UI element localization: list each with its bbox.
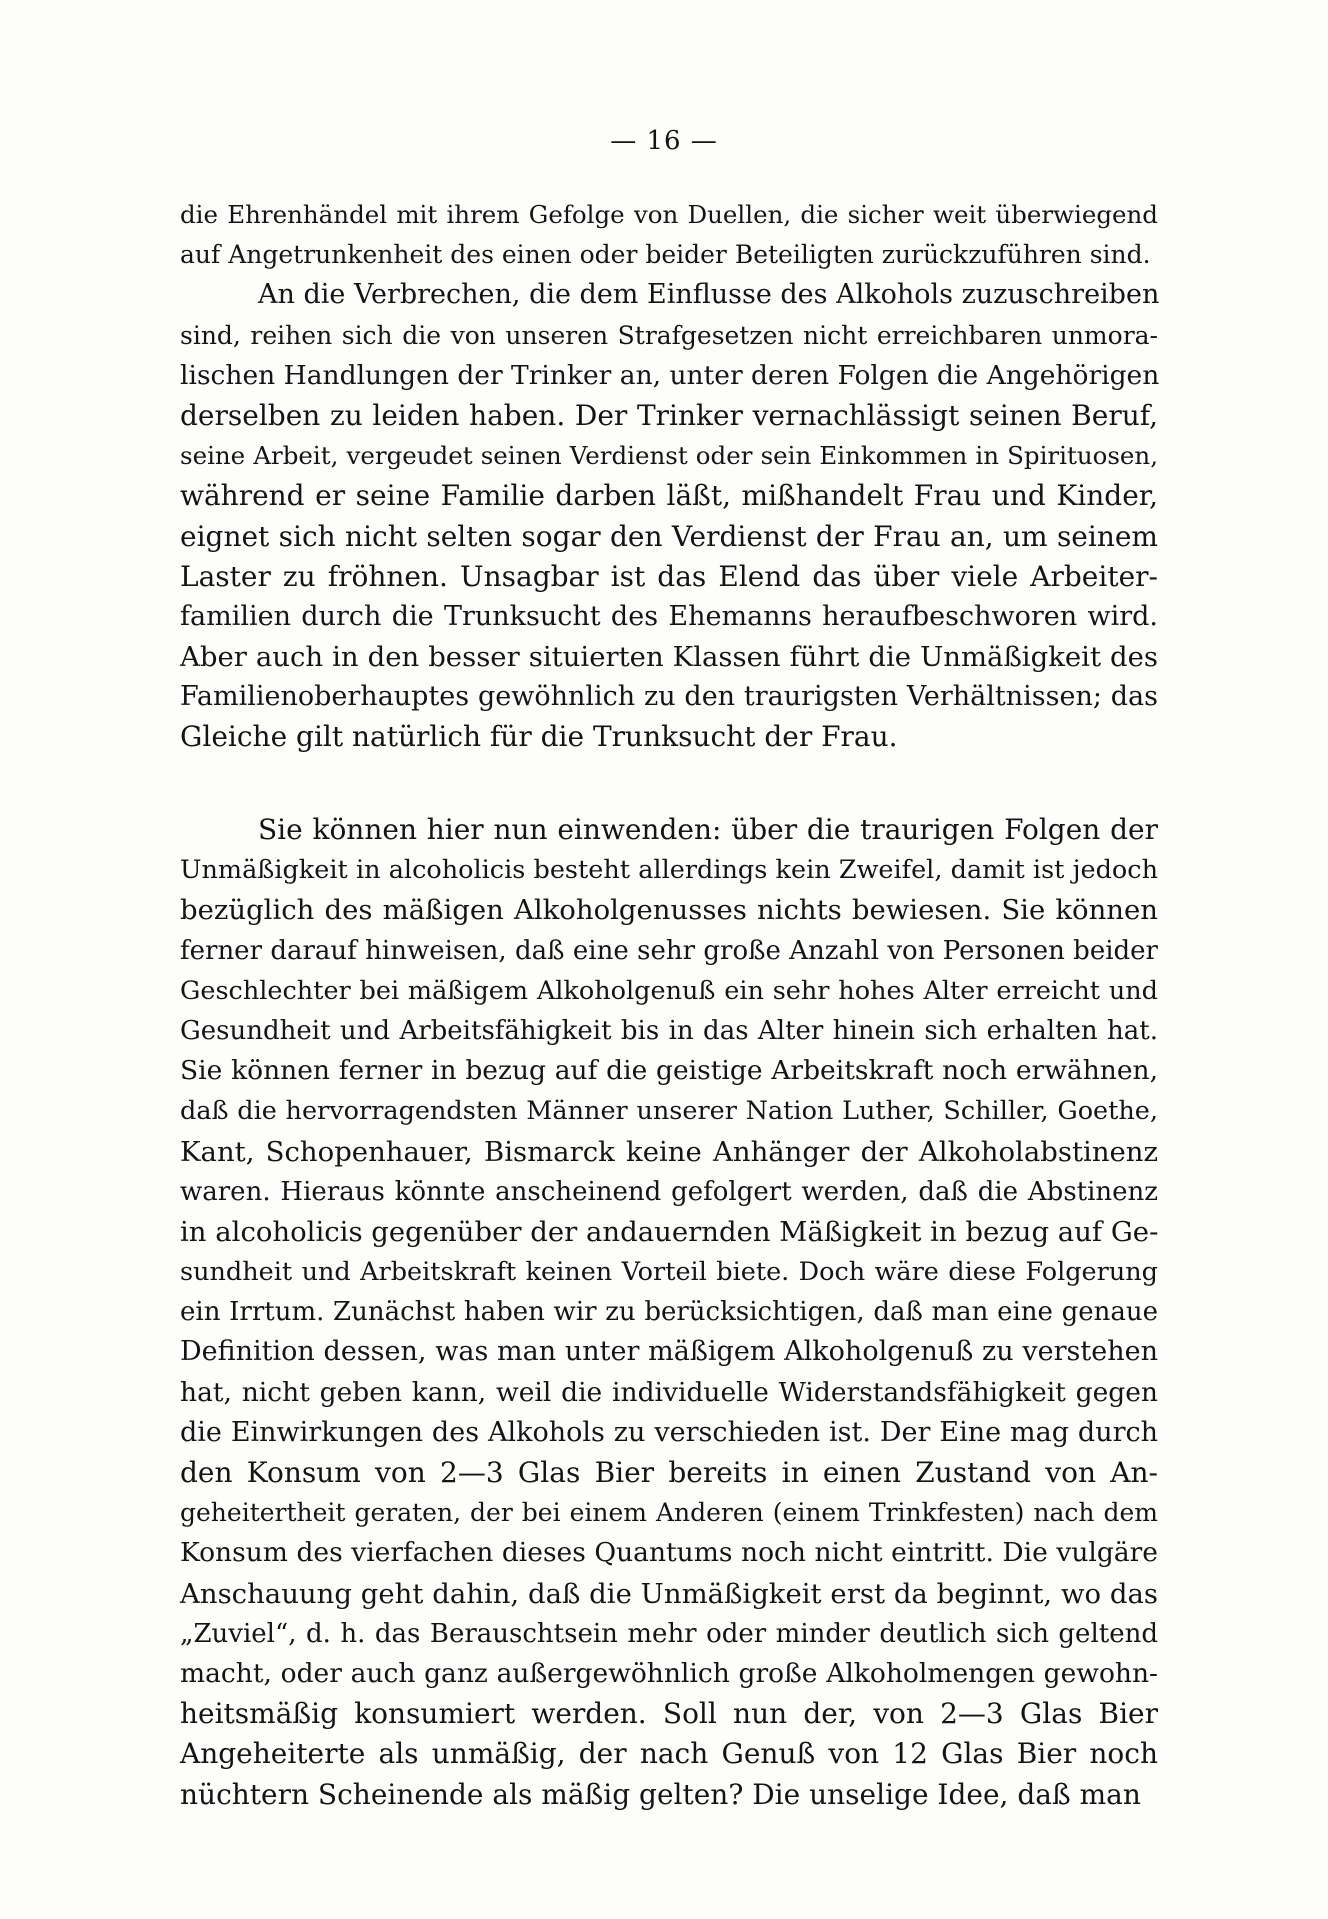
text-line: in alcoholicis gegenüber der andauernden Mäßigkeit in bezug auf Ge- <box>180 1215 1159 1248</box>
text-line: Sie können ferner in bezug auf die geistige Arbeitskraft noch erwähnen, <box>180 1055 1158 1087</box>
text-line: lischen Handlungen der Trinker an, unter deren Folgen die Angehörigen <box>180 359 1160 391</box>
text-line: Aber auch in den besser situierten Klassen führt die Unmäßigkeit des <box>180 641 1158 674</box>
text-line: Geschlechter bei mäßigem Alkoholgenuß ein sehr hohes Alter erreicht und <box>180 975 1158 1006</box>
text-line: Unmäßigkeit in alcoholicis besteht allerdings kein Zweifel, damit ist jedoch <box>180 855 1158 886</box>
text-line: eignet sich nicht selten sogar den Verdienst der Frau an, um seinem <box>180 519 1158 553</box>
text-line: nüchtern Scheinende als mäßig gelten? Die unselige Idee, daß man <box>180 1777 1141 1811</box>
text-line: auf Angetrunkenheit des einen oder beider Beteiligten zurückzuführen sind. <box>180 240 1151 270</box>
text-line: bezüglich des mäßigen Alkoholgenusses nichts bewiesen. Sie können <box>180 894 1158 927</box>
text-line: ein Irrtum. Zunächst haben wir zu berücksichtigen, daß man eine genaue <box>180 1297 1158 1328</box>
text-line: Laster zu fröhnen. Unsagbar ist das Elend das über viele Arbeiter- <box>180 559 1158 593</box>
text-line: ferner darauf hinweisen, daß eine sehr große Anzahl von Personen beider <box>180 935 1158 966</box>
text-line: seine Arbeit, vergeudet seinen Verdienst oder sein Einkommen in Spirituosen, <box>180 441 1158 471</box>
text-line: Familienoberhauptes gewöhnlich zu den traurigsten Verhältnissen; das <box>180 681 1158 713</box>
text-line: Konsum des vierfachen dieses Quantums noch nicht eintritt. Die vulgäre <box>180 1537 1158 1569</box>
text-line: Gesundheit und Arbeitsfähigkeit bis in das Alter hinein sich erhalten hat. <box>180 1015 1158 1046</box>
text-line: „Zuviel“, d. h. das Berauschtsein mehr oder minder deutlich sich geltend <box>180 1618 1158 1649</box>
page-number: — 16 — <box>610 126 718 156</box>
text-line: An die Verbrechen, die dem Einflusse des Alkohols zuzuschreiben <box>258 279 1160 311</box>
text-line: Anschauung geht dahin, daß die Unmäßigkeit erst da beginnt, wo das <box>180 1577 1158 1610</box>
text-line: waren. Hieraus könnte anscheinend gefolgert werden, daß die Abstinenz <box>180 1176 1158 1207</box>
text-line: Kant, Schopenhauer, Bismarck keine Anhänger der Alkoholabstinenz <box>180 1135 1158 1168</box>
text-line: Sie können hier nun einwenden: über die traurigen Folgen der <box>258 813 1158 846</box>
text-line: hat, nicht geben kann, weil die individuelle Widerstandsfähigkeit gegen <box>180 1376 1158 1408</box>
text-line: macht, oder auch ganz außergewöhnlich große Alkoholmengen gewohn- <box>180 1657 1158 1689</box>
text-line: geheitertheit geraten, der bei einem Anderen (einem Trinkfesten) nach dem <box>180 1498 1158 1528</box>
text-line: Definition dessen, was man unter mäßigem Alkoholgenuß zu verstehen <box>180 1336 1158 1368</box>
text-line: sind, reihen sich die von unseren Strafgesetzen nicht erreichbaren unmora- <box>180 320 1158 350</box>
text-line: den Konsum von 2—3 Glas Bier bereits in einen Zustand von An- <box>180 1456 1158 1489</box>
text-line: die Ehrenhändel mit ihrem Gefolge von Duellen, die sicher weit überwiegend <box>180 200 1158 229</box>
text-block-upper <box>180 195 1158 758</box>
text-line: familien durch die Trunksucht des Ehemanns heraufbeschworen wird. <box>180 600 1158 632</box>
text-line: daß die hervorragendsten Männer unserer Nation Luther, Schiller, Goethe, <box>180 1096 1158 1127</box>
text-line: während er seine Familie darben läßt, mißhandelt Frau und Kinder, <box>180 479 1158 513</box>
text-block-lower <box>180 810 1158 1815</box>
text-line: die Einwirkungen des Alkohols zu verschieden ist. Der Eine mag durch <box>180 1416 1158 1448</box>
text-line: Angeheiterte als unmäßig, der nach Genuß von 12 Glas Bier noch <box>180 1737 1158 1771</box>
text-line: heitsmäßig konsumiert werden. Soll nun der, von 2—3 Glas Bier <box>180 1697 1158 1731</box>
text-line: Gleiche gilt natürlich für die Trunksucht der Frau. <box>180 720 898 754</box>
text-line: sundheit und Arbeitskraft keinen Vorteil biete. Doch wäre diese Folgerung <box>180 1257 1158 1288</box>
text-line: derselben zu leiden haben. Der Trinker vernachlässigt seinen Beruf, <box>180 398 1158 432</box>
